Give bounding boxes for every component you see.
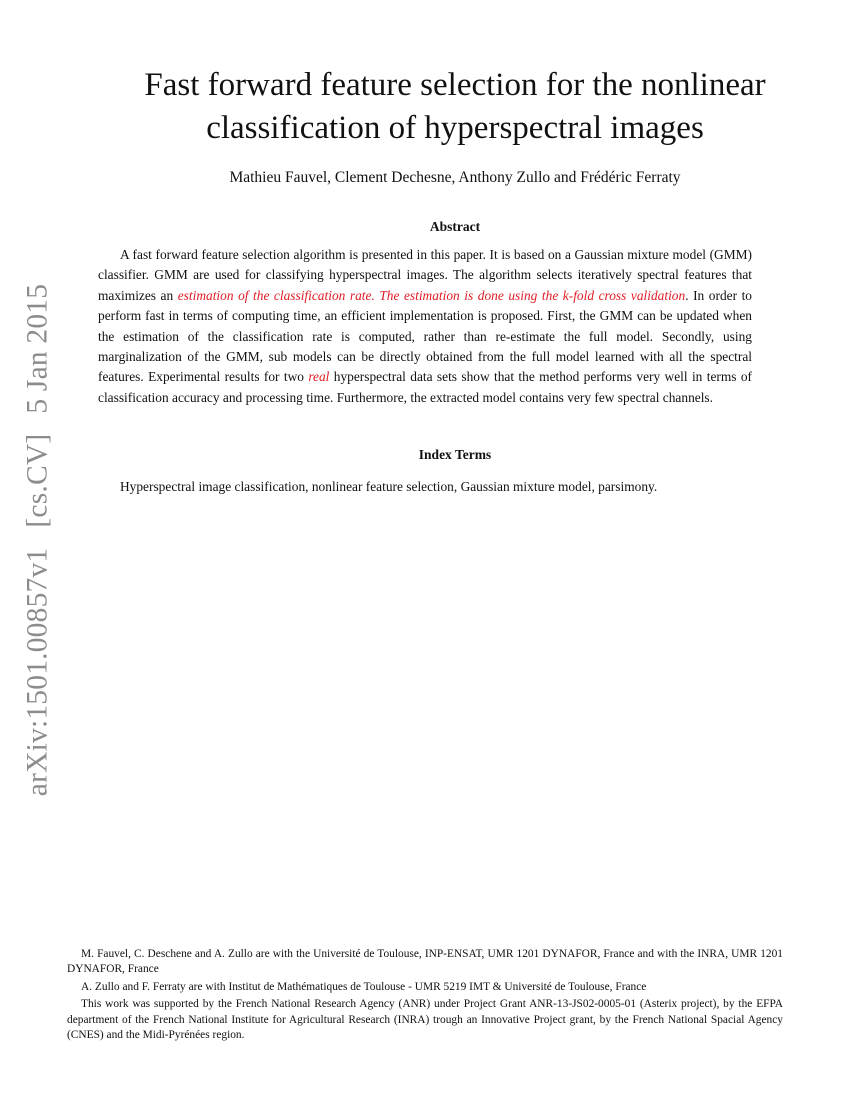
abstract-paragraph — [98, 245, 752, 408]
abstract-text-2: . In order to perform fast in terms of computing time, an efficient implementation is proposed. First, the GMM can be updated when the estimation of the classification rate is computed, rather than re-estimate the full model. Secondly, using marginalization of the GMM, sub models can be directly obtained from the full model learned with all the spectral features. Experimental results for two — [98, 287, 752, 385]
footnote-funding: This work was supported by the French National Research Agency (ANR) under Project Grant ANR-13-JS02-0005-01 (Asterix project), by the EFPA department of the French National Institute for Agricultural Research (INRA) trough an Innovative Project grant, by the French National Spacial Agency (CNES) and the Midi-Pyrénées region. — [67, 998, 783, 1042]
arxiv-identifier-stamp — [22, 284, 55, 796]
abstract-highlight-1: estimation of the classification rate. The estimation is done using the k-fold cross validation — [177, 287, 686, 303]
title-line-1: Fast forward feature selection for the nonlinear — [144, 67, 766, 103]
arxiv-id: arXiv:1501.00857v1 — [21, 547, 54, 797]
index-terms-heading: Index Terms — [418, 447, 492, 462]
arxiv-category: [cs.CV] — [21, 433, 54, 528]
footnote-affiliation-2: A. Zullo and F. Ferraty are with Institut de Mathématiques de Toulouse - UMR 5219 IMT & Université de Toulouse, France — [81, 980, 647, 993]
arxiv-date: 5 Jan 2015 — [21, 283, 54, 414]
abstract-heading: Abstract — [429, 219, 481, 234]
abstract-highlight-2: real — [308, 369, 330, 385]
author-list: Mathieu Fauvel, Clement Dechesne, Anthony Zullo and Frédéric Ferraty — [229, 169, 681, 186]
footnotes — [67, 947, 783, 1045]
abstract-text-1: A fast forward feature selection algorithm is presented in this paper. It is based on a Gaussian mixture model (GMM) classifier. GMM are used for classifying hyperspectral images. The algorithm selects iteratively spectral features that maximizes an — [98, 247, 752, 303]
index-terms-text: Hyperspectral image classification, nonlinear feature selection, Gaussian mixture model, parsimony. — [120, 479, 658, 494]
abstract-text-3: hyperspectral data sets show that the method performs very well in terms of classification accuracy and processing time. Furthermore, the extracted model contains very few spectral channels. — [98, 369, 752, 405]
footnote-affiliation-1: M. Fauvel, C. Deschene and A. Zullo are with the Université de Toulouse, INP-ENSAT, UMR 1201 DYNAFOR, France and with the INRA, UMR 1201 DYNAFOR, France — [67, 948, 783, 976]
paper-title — [60, 64, 850, 150]
title-line-2: classification of hyperspectral images — [206, 110, 704, 146]
